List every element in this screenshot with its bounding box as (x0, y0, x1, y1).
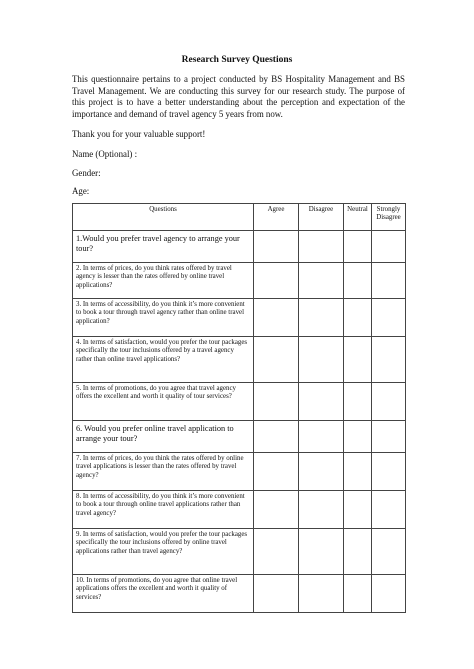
header-questions: Questions (73, 204, 254, 231)
disagree-answer-cell[interactable] (299, 453, 344, 491)
survey-table (72, 203, 406, 613)
table-row (73, 337, 406, 383)
disagree-answer-cell[interactable] (299, 491, 344, 529)
agree-answer-cell[interactable] (254, 453, 299, 491)
disagree-answer-cell[interactable] (299, 263, 344, 299)
neutral-answer-cell[interactable] (344, 299, 372, 337)
agree-answer-cell[interactable] (254, 575, 299, 613)
neutral-answer-cell[interactable] (344, 575, 372, 613)
question-cell: 2. In terms of prices, do you think rates offered by travel agency is lesser than the rates offered by online travel applications? (73, 263, 254, 299)
agree-answer-cell[interactable] (254, 231, 299, 263)
name-label: Name (Optional) : (72, 149, 138, 159)
agree-answer-cell[interactable] (254, 263, 299, 299)
table-row (73, 491, 406, 529)
agree-answer-cell[interactable] (254, 529, 299, 575)
table-row (73, 421, 406, 453)
disagree-answer-cell[interactable] (299, 529, 344, 575)
table-row (73, 529, 406, 575)
neutral-answer-cell[interactable] (344, 337, 372, 383)
disagree-answer-cell[interactable] (299, 575, 344, 613)
thanks-text: Thank you for your valuable support! (72, 129, 206, 139)
strongly-disagree-answer-cell[interactable] (372, 337, 406, 383)
question-cell: 10. In terms of promotions, do you agree that online travel applications offers the excellent and worth it quality of services? (73, 575, 254, 613)
strongly-disagree-answer-cell[interactable] (372, 383, 406, 421)
table-row (73, 231, 406, 263)
question-cell: 8. In terms of accessibility, do you think it’s more convenient to book a tour through online travel applications rather than travel agency? (73, 491, 254, 529)
table-row (73, 263, 406, 299)
disagree-answer-cell[interactable] (299, 299, 344, 337)
disagree-answer-cell[interactable] (299, 337, 344, 383)
disagree-answer-cell[interactable] (299, 421, 344, 453)
question-cell: 6. Would you prefer online travel application to arrange your tour? (73, 421, 254, 453)
strongly-disagree-answer-cell[interactable] (372, 453, 406, 491)
question-cell: 9. In terms of satisfaction, would you prefer the tour packages specifically the tour inclusions offered by online travel applications rather than travel agency? (73, 529, 254, 575)
strongly-disagree-answer-cell[interactable] (372, 263, 406, 299)
agree-answer-cell[interactable] (254, 337, 299, 383)
strongly-disagree-answer-cell[interactable] (372, 231, 406, 263)
neutral-answer-cell[interactable] (344, 383, 372, 421)
table-row (73, 299, 406, 337)
intro-paragraph: This questionnaire pertains to a project conducted by BS Hospitality Management and BS Travel Management. We are conducting this survey for our research study. The purpose of this project is to have a better understanding about the perception and expectation of the importance and demand of travel agency 5 years from now. (72, 74, 405, 119)
neutral-answer-cell[interactable] (344, 453, 372, 491)
question-cell: 7. In terms of prices, do you think the rates offered by online travel applications is lesser than the rates offered by travel agency? (73, 453, 254, 491)
question-cell: 1.Would you prefer travel agency to arrange your tour? (73, 231, 254, 263)
header-neutral: Neutral (344, 204, 372, 231)
strongly-disagree-answer-cell[interactable] (372, 421, 406, 453)
disagree-answer-cell[interactable] (299, 383, 344, 421)
table-header-row (73, 204, 406, 231)
neutral-answer-cell[interactable] (344, 529, 372, 575)
header-agree: Agree (254, 204, 299, 231)
agree-answer-cell[interactable] (254, 491, 299, 529)
neutral-answer-cell[interactable] (344, 421, 372, 453)
strongly-disagree-answer-cell[interactable] (372, 299, 406, 337)
question-cell: 3. In terms of accessibility, do you think it’s more convenient to book a tour through travel agency rather than online travel application? (73, 299, 254, 337)
question-cell: 4. In terms of satisfaction, would you prefer the tour packages specifically the tour inclusions offered by a travel agency rather than online travel applications? (73, 337, 254, 383)
header-strongly-disagree: Strongly Disagree (372, 204, 406, 231)
header-disagree: Disagree (299, 204, 344, 231)
agree-answer-cell[interactable] (254, 383, 299, 421)
gender-label: Gender: (72, 168, 101, 178)
strongly-disagree-answer-cell[interactable] (372, 529, 406, 575)
age-label: Age: (72, 186, 90, 196)
neutral-answer-cell[interactable] (344, 263, 372, 299)
table-row (73, 453, 406, 491)
document-title: Research Survey Questions (181, 55, 293, 65)
strongly-disagree-answer-cell[interactable] (372, 575, 406, 613)
neutral-answer-cell[interactable] (344, 491, 372, 529)
agree-answer-cell[interactable] (254, 299, 299, 337)
disagree-answer-cell[interactable] (299, 231, 344, 263)
question-cell: 5. In terms of promotions, do you agree that travel agency offers the excellent and worth it quality of tour services? (73, 383, 254, 421)
table-row (73, 383, 406, 421)
table-row (73, 575, 406, 613)
strongly-disagree-answer-cell[interactable] (372, 491, 406, 529)
neutral-answer-cell[interactable] (344, 231, 372, 263)
agree-answer-cell[interactable] (254, 421, 299, 453)
